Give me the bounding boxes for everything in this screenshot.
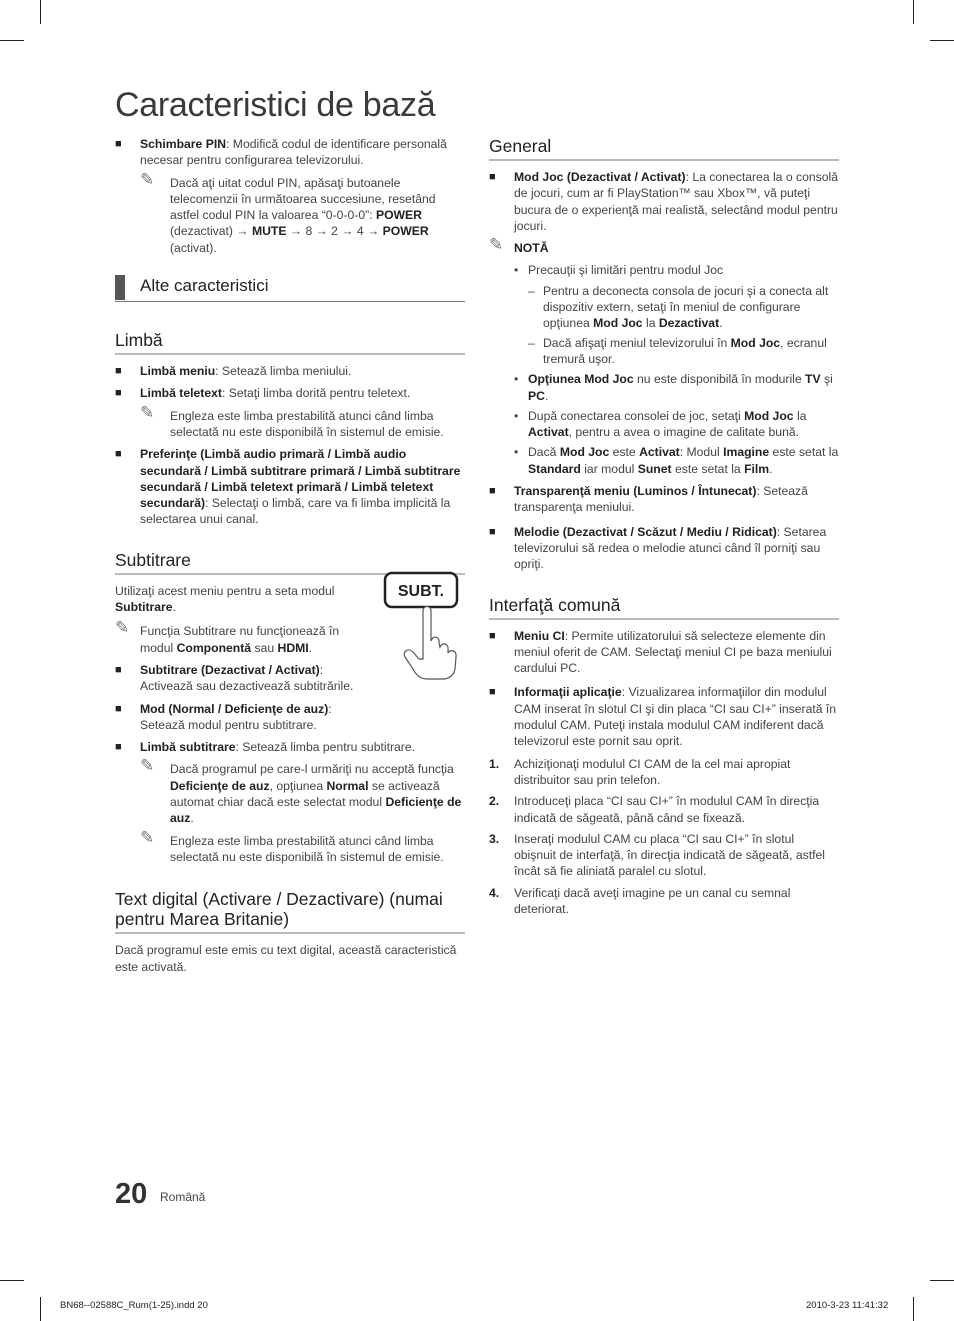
subt-remote-button-illustration [383,571,465,681]
limba-subtitrare-note-1: ✎ Dacă programul pe care-l urmăriţi nu acceptă funcţia Deficienţe de auz, opţiunea Normal se activează automat chiar dacă este selectat modul Deficienţe de auz. [140,756,462,826]
crop-mark [913,1297,914,1321]
step-item: 4. Verificaţi dacă aveţi imagine pe un canal cu semnal deteriorat. [489,885,791,916]
text-digital-text: Dacă programul este emis cu text digital, această caracteristică este activată. [115,943,457,974]
pencil-icon: ✎ [115,618,130,638]
subtitrare-heading: Subtitrare [115,550,465,575]
crop-mark [0,1280,24,1281]
meniu-ci-item: ■ Meniu CI: Permite utilizatorului să selecteze elemente din meniul oferit de CAM. Selectaţi meniul CI pe baza meniului cardului PC. [489,628,839,677]
limba-subtitrare-note-2: ✎ Engleza este limba prestabilită atunci când limba selectată nu este disponibilă în sistemul de emisie. [140,827,444,864]
crop-mark [913,0,914,24]
nota-dash-2: – Dacă afişaţi meniul televizorului în Mod Joc, ecranul tremură uşor. [528,335,839,368]
pencil-icon: ✎ [140,827,155,847]
left-column [115,136,465,983]
nota-bullet-2: • Opţiunea Mod Joc nu este disponibilă în modurile TV şi PC. [514,371,839,404]
subtitrare-section [115,583,465,733]
page-title: Caracteristici de bază [115,86,436,124]
step-item: 2. Introduceţi placa “CI sau CI+” în modulul CAM în direcţia indicată de săgeată, până când se fixează. [489,794,820,825]
nota-bullet-1: • Precauţii şi limitări pentru modul Joc [514,262,839,278]
limba-meniu-item: ■ Limbă meniu: Setează limba meniului. [115,363,465,379]
print-timestamp: 2010-3-23 11:41:32 [806,1300,889,1311]
step-item: 1. Achiziţionaţi modulul CI CAM de la cel mai apropiat distribuitor sau prin telefon. [489,756,791,787]
pin-note: ✎ Dacă aţi uitat codul PIN, apăsaţi butoanele telecomenzii în următoarea succesiune, resetând astfel codul PIN la valoarea “0-0-0-0”: POWER (dezactivat) → MUTE → 8 → 2 → 4 → POWER (activat). [140,169,436,255]
print-file-info: BN68--02588C_Rum(1-25).indd 20 [60,1300,208,1311]
crop-mark [40,0,41,24]
limba-teletext-item: ■ Limbă teletext: Setaţi limba dorită pentru teletext. [115,385,465,401]
general-heading: General [489,136,839,161]
pencil-icon: ✎ [140,756,155,776]
subtitrare-intro: Utilizaţi acest meniu pentru a seta modul Subtitrare. [115,583,335,615]
preferinte-item: ■ Preferinţe (Limbă audio primară / Limbă audio secundară / Limbă subtitrare primară / Limbă subtitrare secundară / Limbă teletext primară / Limbă teletext secundară): Selectaţi o limbă, care va fi limba implicită la selectarea unui canal. [115,446,465,527]
limba-teletext-note: ✎ Engleza este limba prestabilită atunci când limba selectată nu este disponibilă în sistemul de emisie. [140,402,444,439]
informatii-aplicatie-item: ■ Informaţii aplicaţie: Vizualizarea informaţiilor din modulul CAM inserat în slotul CI şi din placa “CI sau CI+” inserată în modulul CAM. Puteţi instala modulul CAM indiferent dacă televizorul este pornit sau oprit. [489,684,839,749]
alte-caracteristici-heading: Alte caracteristici [115,276,465,302]
limba-heading: Limbă [115,330,465,355]
pencil-icon: ✎ [489,235,504,255]
mod-joc-item: ■ Mod Joc (Dezactivat / Activat): La conectarea la o consolă de jocuri, cum ar fi PlayStation™ sau Xbox™, vă puteţi bucura de o experienţă mai realistă, selectând modul pentru jocuri. [489,169,839,234]
subt-button-label: SUBT. [397,582,445,600]
step-item: 3. Inseraţi modulul CAM cu placa “CI sau CI+” în slotul obişnuit de interfaţă, în direcţia indicată de săgeată, astfel încât să fie aliniată paralel cu slotul. [489,831,825,879]
transparenta-meniu-item: ■ Transparenţă meniu (Luminos / Întunecat): Setează transparenţa meniului. [489,483,839,516]
subtitrare-note: ✎ Funcţia Subtitrare nu funcţionează în modul Componentă sau HDMI. [115,618,340,655]
pencil-icon: ✎ [140,169,155,189]
pencil-icon: ✎ [140,402,155,422]
page-number: 20 [115,1178,148,1210]
crop-mark [930,40,954,41]
text-digital-heading: Text digital (Activare / Dezactivare) (numai pentru Marea Britanie) [115,889,465,934]
page-language: Română [160,1190,206,1204]
nota-bullet-4: • Dacă Mod Joc este Activat: Modul Imagine este setat la Standard iar modul Sunet este setat la Film. [514,444,839,477]
melodie-item: ■ Melodie (Dezactivat / Scăzut / Mediu / Ridicat): Setarea televizorului să redea o melodie atunci când îl porniţi sau opriţi. [489,524,839,573]
crop-mark [40,1297,41,1321]
nota-dash-1: – Pentru a deconecta consola de jocuri şi a conecta alt dispozitiv extern, setaţi în meniul de configurare opţiunea Mod Joc la Dezactivat. [528,283,839,332]
subtitrare-activat-item: ■ Subtitrare (Dezactivat / Activat): Activează sau dezactivează subtitrările. [115,662,370,695]
pin-item: ■ Schimbare PIN: Modifică codul de identificare personală necesar pentru configurarea televizorului. [115,136,465,169]
nota-label: ✎ NOTĂ [489,235,549,256]
limba-subtitrare-item: ■ Limbă subtitrare: Setează limba pentru subtitrare. [115,739,465,755]
nota-bullet-3: • După conectarea consolei de joc, setaţi Mod Joc la Activat, pentru a avea o imagine de calitate bună. [514,408,839,441]
crop-mark [930,1280,954,1281]
subtitrare-mod-item: ■ Mod (Normal / Deficienţe de auz): Setează modul pentru subtitrare. [115,701,370,734]
crop-mark [0,40,24,41]
right-column [489,136,839,922]
interfata-comuna-heading: Interfaţă comună [489,595,839,620]
